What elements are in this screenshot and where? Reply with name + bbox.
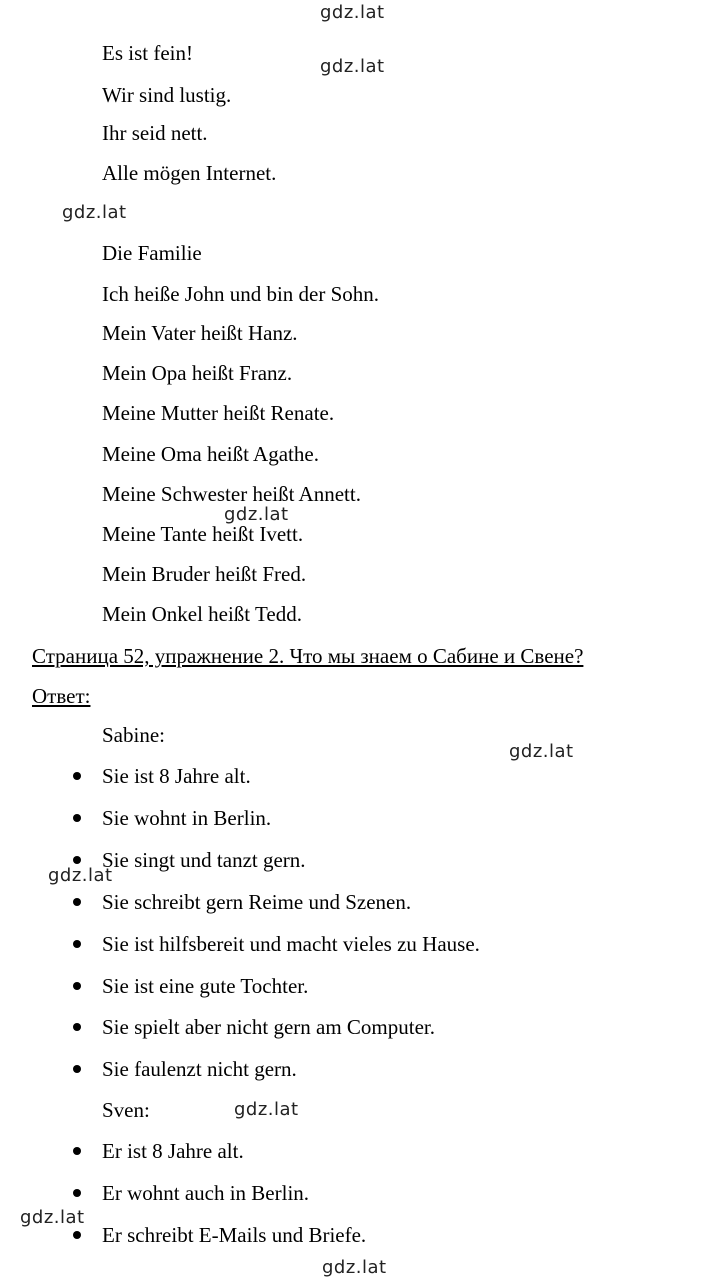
watermark: gdz.lat — [509, 741, 574, 762]
text-line: Mein Bruder heißt Fred. — [102, 562, 307, 586]
text-line: Meine Schwester heißt Annett. — [102, 482, 361, 506]
bullet-icon — [73, 772, 81, 780]
bullet-icon — [73, 856, 81, 864]
list-item: Sie faulenzt nicht gern. — [102, 1057, 297, 1081]
watermark: gdz.lat — [320, 2, 385, 23]
text-line: Meine Oma heißt Agathe. — [102, 442, 319, 466]
list-item: Er ist 8 Jahre alt. — [102, 1139, 244, 1163]
list-item: Sie spielt aber nicht gern am Computer. — [102, 1015, 436, 1039]
text-line: Ihr seid nett. — [102, 121, 208, 145]
list-item: Sie schreibt gern Reime und Szenen. — [102, 890, 412, 914]
list-item: Er schreibt E-Mails und Briefe. — [102, 1223, 367, 1247]
watermark: gdz.lat — [322, 1257, 387, 1278]
watermark: gdz.lat — [234, 1099, 299, 1120]
bullet-icon — [73, 982, 81, 990]
exercise-heading: Страница 52, упражнение 2. Что мы знаем о Сабине и Свене? — [32, 644, 584, 668]
watermark: gdz.lat — [48, 865, 113, 886]
watermark: gdz.lat — [20, 1207, 85, 1228]
bullet-icon — [73, 1189, 81, 1197]
person-name-sven: Sven: — [102, 1098, 150, 1122]
person-name-sabine: Sabine: — [102, 723, 165, 747]
bullet-icon — [73, 814, 81, 822]
list-item: Sie ist hilfsbereit und macht vieles zu Hause. — [102, 932, 480, 956]
bullet-icon — [73, 1147, 81, 1155]
list-item: Sie ist 8 Jahre alt. — [102, 764, 251, 788]
answer-label: Ответ: — [32, 684, 91, 708]
bullet-icon — [73, 1023, 81, 1031]
text-line: Mein Opa heißt Franz. — [102, 361, 293, 385]
text-line: Meine Mutter heißt Renate. — [102, 401, 335, 425]
section-title: Die Familie — [102, 241, 202, 265]
bullet-icon — [73, 1065, 81, 1073]
text-line: Es ist fein! — [102, 41, 193, 65]
watermark: gdz.lat — [320, 56, 385, 77]
bullet-icon — [73, 940, 81, 948]
list-item: Sie singt und tanzt gern. — [102, 848, 306, 872]
watermark: gdz.lat — [62, 202, 127, 223]
list-item: Er wohnt auch in Berlin. — [102, 1181, 310, 1205]
list-item: Sie ist eine gute Tochter. — [102, 974, 309, 998]
text-line: Meine Tante heißt Ivett. — [102, 522, 304, 546]
list-item: Sie wohnt in Berlin. — [102, 806, 272, 830]
text-line: Wir sind lustig. — [102, 83, 232, 107]
text-line: Mein Vater heißt Hanz. — [102, 321, 298, 345]
bullet-icon — [73, 898, 81, 906]
text-line: Ich heiße John und bin der Sohn. — [102, 282, 380, 306]
text-line: Mein Onkel heißt Tedd. — [102, 602, 302, 626]
watermark: gdz.lat — [224, 504, 289, 525]
bullet-icon — [73, 1231, 81, 1239]
text-line: Alle mögen Internet. — [102, 161, 277, 185]
